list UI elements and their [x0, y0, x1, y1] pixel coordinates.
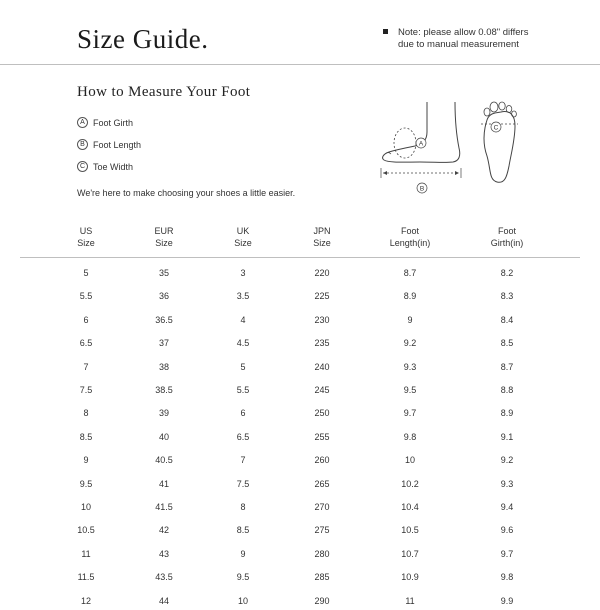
- column-header-jpn: [282, 225, 362, 249]
- table-cell: 5: [240, 361, 246, 372]
- table-cell: 250: [314, 408, 330, 419]
- diagram-marker-c: C: [493, 124, 499, 132]
- table-cell: 8.8: [500, 385, 514, 395]
- legend-label: Foot Girth: [93, 117, 134, 128]
- table-cell: 38: [158, 361, 169, 372]
- table-cell: 275: [314, 525, 330, 536]
- legend-label: Foot Length: [93, 139, 142, 150]
- header-line: Foot: [400, 226, 419, 236]
- marker-a-icon: A: [77, 117, 88, 128]
- table-row: [0, 385, 600, 399]
- table-cell: 8: [240, 502, 246, 512]
- table-cell: 9.9: [500, 595, 514, 606]
- table-cell: 43.5: [155, 572, 173, 583]
- table-cell: 235: [314, 338, 330, 349]
- legend-item-foot-length: [77, 139, 141, 150]
- table-cell: 240: [314, 361, 330, 372]
- table-cell: 9: [407, 314, 413, 325]
- table-header: [0, 225, 600, 255]
- table-cell: 41: [158, 478, 169, 489]
- table-cell: 6: [83, 314, 89, 325]
- legend-item-foot-girth: [77, 117, 133, 128]
- table-cell: 6.5: [79, 338, 93, 349]
- marker-b-icon: B: [77, 139, 88, 150]
- table-cell: 280: [314, 548, 330, 559]
- header-line: Size: [155, 238, 173, 248]
- header-line: Girth(in): [490, 238, 524, 248]
- table-cell: 220: [314, 268, 330, 278]
- header-line: Size: [313, 238, 331, 248]
- table-cell: 8.2: [500, 268, 514, 278]
- table-cell: 9.1: [500, 431, 514, 442]
- legend-label: Toe Width: [93, 161, 134, 172]
- table-cell: 5.5: [79, 291, 93, 302]
- table-cell: 8.3: [500, 291, 514, 302]
- table-cell: 4: [240, 314, 246, 325]
- table-cell: 10: [237, 595, 248, 606]
- table-cell: 10: [404, 455, 415, 466]
- table-cell: 42: [158, 525, 169, 536]
- column-header-uk: [203, 225, 283, 249]
- table-cell: 12: [80, 595, 91, 606]
- table-cell: 38.5: [155, 385, 173, 395]
- table-cell: 8.7: [403, 268, 417, 278]
- table-cell: 11: [405, 595, 415, 606]
- table-cell: 10.9: [401, 572, 419, 583]
- table-cell: 10.5: [77, 525, 95, 536]
- table-cell: 6: [240, 408, 246, 419]
- table-cell: 3.5: [236, 291, 250, 302]
- header-line: Foot: [497, 226, 516, 236]
- column-header-foot-girth: [467, 225, 547, 249]
- table-row: [0, 268, 600, 282]
- table-cell: 285: [314, 572, 330, 583]
- table-row: [0, 525, 600, 539]
- note-text: Note: please allow 0.08" differs due to manual measurement: [398, 27, 529, 50]
- header-divider: [0, 64, 600, 65]
- table-row: [0, 549, 600, 563]
- table-cell: 43: [158, 548, 169, 559]
- table-cell: 7: [83, 361, 89, 372]
- header-line: Size: [234, 238, 252, 248]
- table-cell: 8.9: [500, 408, 514, 419]
- table-cell: 41.5: [155, 502, 173, 512]
- header-line: Length(in): [389, 238, 431, 248]
- section-title: How to Measure Your Foot: [77, 84, 251, 100]
- table-cell: 9.2: [500, 455, 514, 466]
- table-cell: 8.5: [79, 431, 93, 442]
- column-header-eur: [124, 225, 204, 249]
- table-cell: 8: [83, 408, 89, 419]
- table-cell: 270: [314, 502, 330, 512]
- table-cell: 5.5: [236, 385, 250, 395]
- table-cell: 9.7: [403, 408, 417, 419]
- table-row: [0, 338, 600, 352]
- table-cell: 44: [158, 595, 169, 606]
- table-row: [0, 408, 600, 422]
- table-cell: 290: [314, 595, 330, 606]
- legend-item-toe-width: [77, 161, 133, 172]
- table-cell: 10.4: [401, 502, 419, 512]
- table-cell: 11.5: [77, 572, 95, 583]
- table-row: [0, 432, 600, 446]
- table-cell: 5: [83, 268, 89, 278]
- table-cell: 8.5: [500, 338, 514, 349]
- header-line: EUR: [154, 226, 174, 236]
- header-line: Size: [77, 238, 95, 248]
- table-cell: 36: [158, 291, 169, 302]
- table-cell: 260: [314, 455, 330, 466]
- table-row: [0, 502, 600, 516]
- table-cell: 6.5: [236, 431, 250, 442]
- table-cell: 9.8: [500, 572, 514, 583]
- table-cell: 10.7: [401, 548, 419, 559]
- column-header-foot-length: [370, 225, 450, 249]
- table-cell: 8.5: [236, 525, 250, 536]
- table-cell: 3: [240, 268, 246, 278]
- table-cell: 9.6: [500, 525, 514, 536]
- table-cell: 10.2: [401, 478, 419, 489]
- table-cell: 10: [80, 502, 91, 512]
- table-cell: 9.4: [500, 502, 514, 512]
- table-cell: 35: [158, 268, 169, 278]
- table-row: [0, 572, 600, 586]
- table-row: [0, 362, 600, 376]
- table-cell: 9.8: [403, 431, 417, 442]
- table-cell: 9.3: [403, 361, 417, 372]
- table-cell: 8.7: [500, 361, 514, 372]
- table-cell: 10.5: [401, 525, 419, 536]
- table-cell: 8.4: [500, 314, 514, 325]
- bullet-icon: [383, 29, 388, 34]
- table-cell: 40.5: [155, 455, 173, 466]
- table-cell: 9.5: [236, 572, 250, 583]
- table-row: [0, 455, 600, 469]
- table-row: [0, 315, 600, 329]
- table-row: [0, 596, 600, 610]
- table-header-divider: [20, 257, 580, 258]
- table-cell: 9.7: [500, 548, 514, 559]
- table-cell: 11: [81, 548, 91, 559]
- intro-text: We're here to make choosing your shoes a little easier.: [77, 188, 296, 198]
- table-cell: 36.5: [155, 314, 173, 325]
- page-title: Size Guide.: [77, 24, 209, 54]
- table-cell: 9.5: [79, 478, 93, 489]
- table-cell: 9.5: [403, 385, 417, 395]
- table-cell: 9.3: [500, 478, 514, 489]
- table-cell: 255: [314, 431, 330, 442]
- diagram-marker-a: A: [418, 140, 424, 148]
- table-cell: 4.5: [236, 338, 250, 349]
- foot-diagram-icon: [375, 100, 535, 200]
- table-row: [0, 479, 600, 493]
- table-cell: 8.9: [403, 291, 417, 302]
- table-cell: 265: [314, 478, 330, 489]
- diagram-marker-b: B: [419, 185, 425, 193]
- column-header-us: [46, 225, 126, 249]
- table-cell: 7.5: [79, 385, 93, 395]
- table-cell: 245: [314, 385, 330, 395]
- table-cell: 7.5: [236, 478, 250, 489]
- table-cell: 37: [158, 338, 169, 349]
- table-cell: 9: [240, 548, 246, 559]
- marker-c-icon: C: [77, 161, 88, 172]
- table-cell: 39: [158, 408, 169, 419]
- table-cell: 7: [240, 455, 246, 466]
- table-cell: 225: [314, 291, 330, 302]
- header-line: JPN: [313, 226, 331, 236]
- header-line: US: [79, 226, 93, 236]
- table-cell: 9.2: [403, 338, 417, 349]
- table-cell: 40: [158, 431, 169, 442]
- header-line: UK: [236, 226, 250, 236]
- table-row: [0, 291, 600, 305]
- table-cell: 230: [314, 314, 330, 325]
- table-cell: 9: [83, 455, 89, 466]
- measurement-note: [383, 27, 543, 51]
